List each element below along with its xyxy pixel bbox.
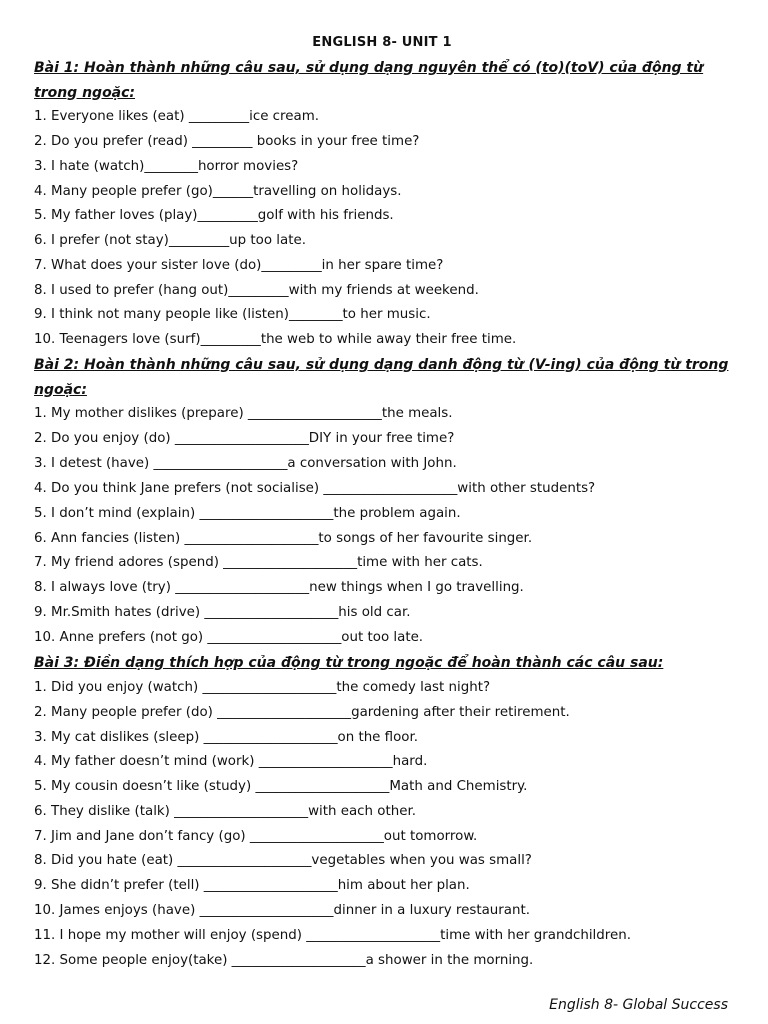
exercise-3-item-5: 5. My cousin doesn’t like (study) ____________________Math and Chemistry. bbox=[34, 779, 528, 794]
exercise-3-item-12: 12. Some people enjoy(take) ____________________a shower in the morning. bbox=[34, 953, 534, 968]
exercise-3-item-7: 7. Jim and Jane don’t fancy (go) ____________________out tomorrow. bbox=[34, 829, 478, 844]
exercise-2-item-5: 5. I don’t mind (explain) ____________________the problem again. bbox=[34, 506, 461, 521]
exercise-1-item-5: 5. My father loves (play)_________golf with his friends. bbox=[34, 208, 394, 223]
exercise-2-item-2: 2. Do you enjoy (do) ____________________DIY in your free time? bbox=[34, 431, 455, 446]
exercise-3-item-6: 6. They dislike (talk) ____________________with each other. bbox=[34, 804, 416, 819]
exercise-3-item-10: 10. James enjoys (have) ____________________dinner in a luxury restaurant. bbox=[34, 903, 530, 918]
exercise-2-item-10: 10. Anne prefers (not go) ____________________out too late. bbox=[34, 630, 424, 645]
exercise-1-item-8: 8. I used to prefer (hang out)_________with my friends at weekend. bbox=[34, 283, 479, 298]
section-3-heading: Bài 3: Điền dạng thích hợp của động từ trong ngoặc để hoàn thành các câu sau: bbox=[34, 655, 664, 671]
exercise-3-item-8: 8. Did you hate (eat) ____________________vegetables when you was small? bbox=[34, 853, 532, 868]
exercise-2-item-6: 6. Ann fancies (listen) ____________________to songs of her favourite singer. bbox=[34, 531, 533, 546]
exercise-1-item-7: 7. What does your sister love (do)_________in her spare time? bbox=[34, 258, 444, 273]
page-title: ENGLISH 8- UNIT 1 bbox=[312, 35, 452, 50]
section-1-heading: Bài 1: Hoàn thành những câu sau, sử dụng dạng nguyên thể có (to)(toV) của động từ trong ngoặc: bbox=[34, 60, 704, 101]
exercise-1-item-2: 2. Do you prefer (read) _________ books in your free time? bbox=[34, 134, 420, 149]
exercise-2-item-7: 7. My friend adores (spend) ____________________time with her cats. bbox=[34, 555, 483, 570]
exercise-2-item-1: 1. My mother dislikes (prepare) ____________________the meals. bbox=[34, 406, 453, 421]
exercise-1-item-9: 9. I think not many people like (listen)________to her music. bbox=[34, 307, 431, 322]
exercise-3-item-9: 9. She didn’t prefer (tell) ____________________him about her plan. bbox=[34, 878, 470, 893]
exercise-1-item-6: 6. I prefer (not stay)_________up too late. bbox=[34, 233, 306, 248]
exercise-3-item-1: 1. Did you enjoy (watch) ____________________the comedy last night? bbox=[34, 680, 491, 695]
page-footer: English 8- Global Success bbox=[549, 997, 728, 1013]
section-2-heading: Bài 2: Hoàn thành những câu sau, sử dụng dạng danh động từ (V-ing) của động từ trong ngoặc: bbox=[34, 357, 729, 398]
exercise-2-item-9: 9. Mr.Smith hates (drive) ____________________his old car. bbox=[34, 605, 411, 620]
exercise-2-item-3: 3. I detest (have) ____________________a conversation with John. bbox=[34, 456, 457, 471]
exercise-1-item-3: 3. I hate (watch)________horror movies? bbox=[34, 159, 299, 174]
exercise-3-item-2: 2. Many people prefer (do) ____________________gardening after their retirement. bbox=[34, 705, 570, 720]
exercise-3-item-4: 4. My father doesn’t mind (work) ____________________hard. bbox=[34, 754, 428, 769]
exercise-3-item-3: 3. My cat dislikes (sleep) ____________________on the floor. bbox=[34, 730, 419, 745]
exercise-2-item-8: 8. I always love (try) ____________________new things when I go travelling. bbox=[34, 580, 524, 595]
exercise-1-item-10: 10. Teenagers love (surf)_________the web to while away their free time. bbox=[34, 332, 517, 347]
exercise-2-item-4: 4. Do you think Jane prefers (not socialise) ____________________with other students? bbox=[34, 481, 596, 496]
exercise-1-item-1: 1. Everyone likes (eat) _________ice cream. bbox=[34, 109, 320, 124]
exercise-3-item-11: 11. I hope my mother will enjoy (spend) ____________________time with her grandchildren. bbox=[34, 928, 631, 943]
exercise-1-item-4: 4. Many people prefer (go)______travelling on holidays. bbox=[34, 184, 402, 199]
